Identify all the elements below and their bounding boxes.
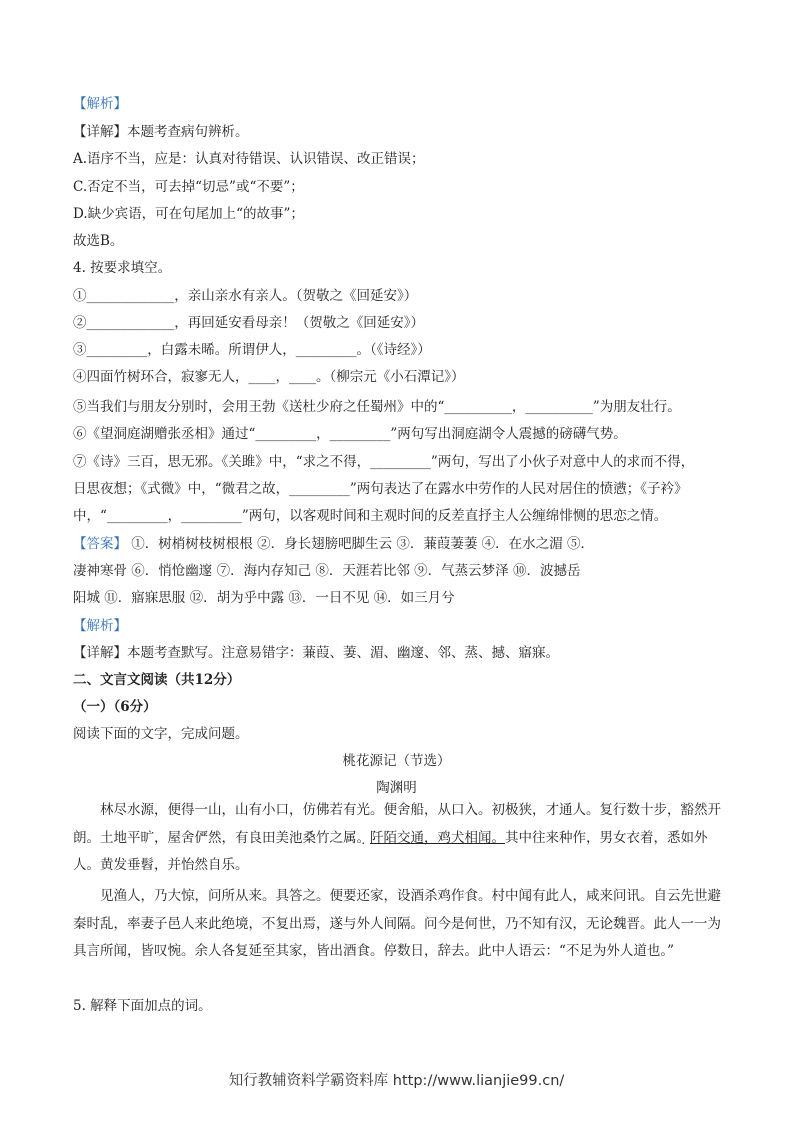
q4-item-7: ⑦《诗》三百，思无邪。《关雎》中，“求之不得，_________”两句，写出了小伙子对意中人的求而不得， — [73, 454, 695, 470]
dotted-word: 属 . — [343, 830, 357, 846]
q4-item-5: ⑤当我们与朋友分别时，会用王勃《送杜少府之任蜀州》中的“__________，__________”为朋友壮行。 — [73, 399, 681, 415]
analysis-label: 【解析】 — [73, 96, 127, 112]
answer-row-3: 阳城 ⑪．寤寐思服 ⑫．胡为乎中露 ⑬．一日不见 ⑭．如三月兮 — [73, 590, 455, 606]
conclusion: 故选B。 — [73, 233, 124, 249]
option-a-note: A.语序不当，应是：认真对待错误、认识错误、改正错误； — [73, 151, 425, 167]
subsection-heading: （一）（6分） — [73, 699, 157, 715]
p1-text-a: 林尽水源，便得一山，山有小口，仿佛若有光。便舍船，从口入。初极狭，才通人。复行数十步，豁然开朗。土地平旷，屋舍俨然，有良田美池桑竹之 — [73, 802, 721, 846]
q4-item-2: ②_____________，再回延安看母亲！（贺敬之《回延安》） — [73, 315, 424, 331]
answer-text: ①．树梢树枝树根根 ②．身长翅膀吧脚生云 ③．蒹葭萋萋 ④．在水之湄 ⑤． — [131, 536, 594, 552]
passage-paragraph-1 — [73, 797, 723, 880]
passage-title: 桃花源记（节选） — [342, 753, 451, 769]
p1-text-c: 其中往来种作，男女衣着，悉如外人。黄发垂髫，并怡然自乐。 — [73, 829, 708, 873]
question-5: 5. 解释下面加点的词。 — [73, 998, 212, 1014]
p1-text-b: 。 — [356, 829, 370, 846]
q4-item-1: ①_____________，亲山亲水有亲人。（贺敬之《回延安》） — [73, 288, 418, 304]
passage-author: 陶渊明 — [376, 780, 417, 796]
detail-line-2: 【详解】本题考查默写。注意易错字：蒹葭、萋、湄、幽邃、邻、蒸、撼、寤寐。 — [73, 645, 559, 661]
answer-row-2: 凄神寒骨 ⑥．悄怆幽邃 ⑦．海内存知己 ⑧．天涯若比邻 ⑨．气蒸云梦泽 ⑩．波撼岳 — [73, 563, 581, 579]
answer-label: 【答案】 — [73, 536, 127, 552]
option-d-note: D.缺少宾语，可在句尾加上“的故事”； — [73, 206, 304, 222]
q4-item-6: ⑥《望洞庭湖赠张丞相》通过“_________，_________”两句写出洞庭湖令人震撼的磅礴气势。 — [73, 426, 627, 442]
section-heading: 二、文言文阅读（共12分） — [73, 672, 241, 688]
option-c-note: C.否定不当，可去掉“切忌”或“不要”； — [73, 179, 304, 195]
detail-line: 【详解】本题考查病句辨析。 — [73, 124, 249, 140]
question-4-title: 4. 按要求填空。 — [73, 260, 172, 276]
q4-item-3: ③_________，白露未晞。所谓伊人，_________。（《诗经》） — [73, 342, 431, 358]
footer-watermark: 知行教辅资料学霸资料库 http://www.lianjie99.cn/ — [228, 1073, 565, 1089]
passage-paragraph-2: 见渔人，乃大惊，问所从来。具答之。便要还家，设酒杀鸡作食。村中闻有此人，咸来问讯。自云先世避秦时乱，率妻子邑人来此绝境，不复出焉，遂与外人间隔。问今是何世，乃不知有汉，无论魏晋。此人一一为具言所闻，皆叹惋。余人各复延至其家，皆出酒食。停数日，辞去。此中人语云：“不足为外人道也。” — [73, 888, 721, 959]
analysis-label-2: 【解析】 — [73, 618, 127, 634]
instruction: 阅读下面的文字，完成问题。 — [73, 726, 249, 742]
q4-item-7-end: 中，“_________，_________”两句，以客观时间和主观时间的反差直抒主人公缠绵悱恻的思恋之情。 — [73, 508, 668, 524]
q4-item-7-cont: 日思夜想；《式微》中，“微君之故，_________”两句表达了在露水中劳作的人民对居住的愤懑；《子衿》 — [73, 481, 688, 497]
answer-row-1 — [73, 535, 733, 553]
q4-item-4: ④四面竹树环合，寂寥无人，____，____。（柳宗元《小石潭记》） — [73, 369, 465, 385]
underlined-sentence: 阡陌交通，鸡犬相闻。 — [370, 829, 505, 846]
